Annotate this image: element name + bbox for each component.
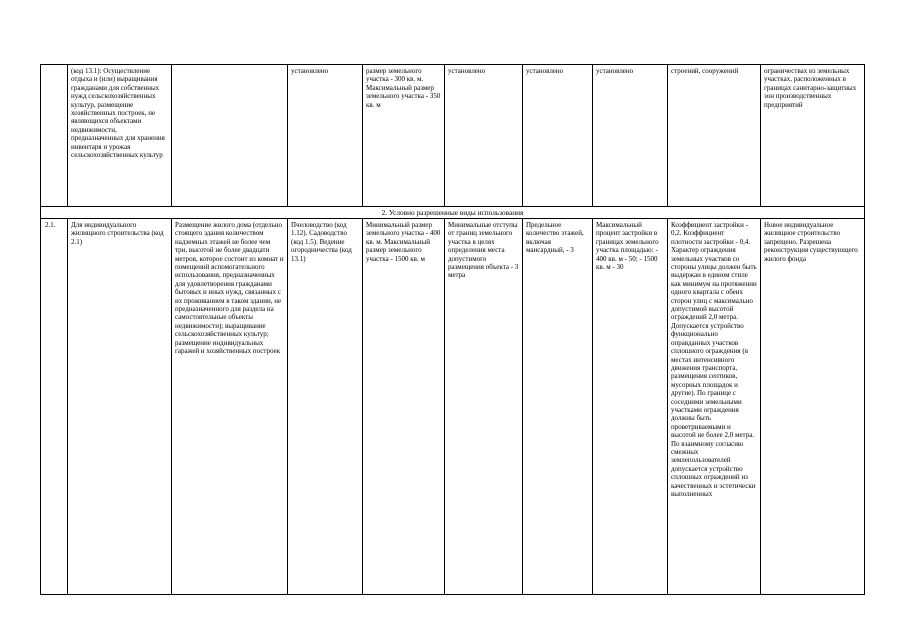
use-name-cell: (код 13.1): Осуществление отдыха и (или) выращивания гражданами для собственных нужд сельскохозяйственных культур, размещение хозяйственных построек, не являющихся объектами недвижимости, предназначенных для хранения инвентаря и урожая сельскохозяйственных культур [68,65,172,207]
restrictions-cell: ограничествах из земельных участках, расположенных в границах санитарно-защитных зон производственных предприятий [761,65,865,207]
row-number [41,65,68,207]
row-number: 2.1. [41,219,68,595]
use-description-cell [172,65,288,207]
auxiliary-uses-cell: установлено [288,65,363,207]
use-description-cell: Размещение жилого дома (отдельно стоящего здания количеством надземных этажей не более чем три, высотой не более двадцати метров, которое состоит из комнат и помещений вспомогательного использования, предназначенных для удовлетворения гражданами бытовых и иных нужд, связанных с их проживанием в таком здании, не предназначенного для раздела на самостоятельные объекты недвижимости); выращивание сельскохозяйственных культур; размещение индивидуальных гаражей и хозяйственных построек [172,219,288,595]
setbacks-cell: Минимальные отступы от границ земельного участка в целях определения места допустимого размещения объекта - 3 метра [445,219,523,595]
setbacks-cell: установлено [445,65,523,207]
restrictions-cell: Новое индивидуальное жилищное строительство запрещено. Разрешена реконструкция существующего жилого фонда [761,219,865,595]
section-title: 2. Условно разрешенные виды использования [41,207,865,219]
zoning-regulations-table [40,64,865,595]
coverage-cell: Максимальный процент застройки в границах земельного участка площадью: - 400 кв. м - 50; - 1500 кв. м - 30 [593,219,668,595]
plot-size-cell: размер земельного участка - 300 кв. м. Максимальный размер земельного участка - 350 кв. м [363,65,445,207]
use-name-cell: Для индивидуального жилищного строительства (код 2.1) [68,219,172,595]
floors-cell: установлено [523,65,593,207]
floors-cell: Предельное количество этажей, включая мансардный, - 3 [523,219,593,595]
table-row [41,219,865,595]
auxiliary-uses-cell: Пчеловодство (код 1.12). Садоводство (код 1.5). Ведение огородничества (код 13.1) [288,219,363,595]
other-params-cell: Коэффициент застройки - 0,2. Коэффициент плотности застройки - 0,4. Характер ограждения земельных участков со стороны улицы должен быть выдержан в едином стиле как минимум на протяжении одного квартала с обеих сторон улиц с максимально допустимой высотой ограждений 2,0 метра. Допускается устройство функционально оправданных участков сплошного ограждения (в местах интенсивного движения транспорта, размещения септиков, мусорных площадок и другие). По границе с соседними земельными участками ограждения должны быть проветриваемыми и высотой не более 2,0 метра. По взаимному согласию смежных землепользователей допускается устройство сплошных ограждений из качественных и эстетически выполненных [668,219,761,595]
other-params-cell: строений, сооружений [668,65,761,207]
table-row [41,65,865,207]
plot-size-cell: Минимальный размер земельного участка - 400 кв. м. Максимальный размер земельного участка - 1500 кв. м [363,219,445,595]
section-header-row [41,207,865,219]
coverage-cell: установлено [593,65,668,207]
